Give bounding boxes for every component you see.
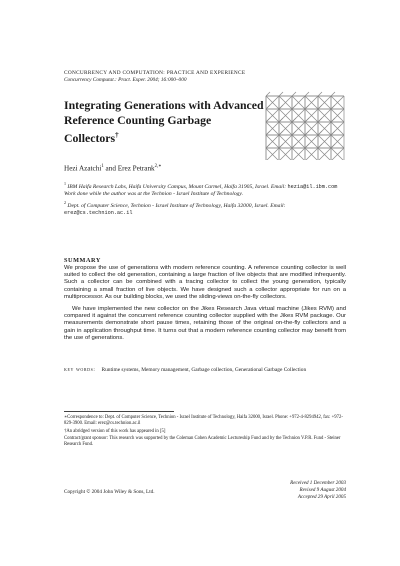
email-address[interactable]: erez@cs.technion.ac.il xyxy=(64,209,133,216)
received-date: Received 1 December 2003 xyxy=(290,480,346,486)
email-label: Email: xyxy=(270,202,286,209)
journal-citation: Concurrency Computat.: Pract. Exper. 2004; 16:000–000 xyxy=(64,77,187,83)
footnote-abridged: †An abridged version of this work has appeared in [5] xyxy=(64,429,166,434)
affiliation xyxy=(64,181,344,197)
lattice-logo-icon xyxy=(262,84,350,160)
affiliation xyxy=(64,200,344,216)
footnote-divider xyxy=(64,411,174,412)
title-text: Integrating Generations with Advanced Reference Counting Garbage Collectors xyxy=(64,98,264,145)
keywords-label: key words: xyxy=(64,367,96,373)
footnote-correspondence: ∗Correspondence to: Dept. of Computer Science, Technion - Israel Institute of Technology, Haifa 32000, Israel. Phone: +972-4-8294942, fax: +972-829-3900. Email: erez@cs.technion.ac.il xyxy=(64,415,343,426)
email-label: Email: xyxy=(270,183,287,190)
journal-name: CONCURRENCY AND COMPUTATION: PRACTICE AND EXPERIENCE xyxy=(64,70,246,76)
author-separator: and xyxy=(105,164,116,173)
author-list xyxy=(64,164,162,172)
keywords-text: Runtime systems, Memory management, Garbage collection, Generational Garbage Collection xyxy=(101,367,307,373)
author-affil-mark: 1 xyxy=(101,164,104,169)
author-name: Erez Petrank xyxy=(117,164,155,173)
accepted-date: Accepted 29 April 2005 xyxy=(297,494,346,500)
author-affil-mark: 2,∗ xyxy=(154,164,162,169)
affiliation-text: Dept. of Computer Science, Technion - Israel Institute of Technology, Haifa 32000, Israel. xyxy=(67,202,269,209)
author-name: Hezi Azatchi xyxy=(64,164,102,173)
revised-date: Revised 9 August 2004 xyxy=(299,487,346,493)
keywords xyxy=(64,367,346,374)
footnote-grant: Contract/grant sponsor: This research was supported by the Coleman Cohen Academic Lectureship Fund and by the Technion V.P.R. Fund - Steiner Research Fund. xyxy=(64,436,341,447)
summary-heading: SUMMARY xyxy=(64,257,101,264)
title-footnote-mark: † xyxy=(115,131,119,139)
affiliation-number: 2 xyxy=(64,200,66,205)
email-address[interactable]: hezia@il.ibm.com xyxy=(287,183,338,190)
paper-title xyxy=(64,98,264,146)
affiliation-note: Work done while the author was at the Technion - Israel Institute of Technology. xyxy=(64,190,243,197)
affiliation-text: IBM Haifa Research Labs, Haifa University Campus, Mount Carmel, Haifa 31905, Israel. xyxy=(67,183,270,190)
affiliation-number: 1 xyxy=(64,181,66,186)
copyright-notice: Copyright © 2004 John Wiley & Sons, Ltd. xyxy=(64,489,155,495)
summary-paragraph: We propose the use of generations with modern reference counting. A reference counting collector is well suited to collect the old generation, containing a large fraction of live objects that are modified infrequently. Such a collector can be combined with a tracing collector to collect the young generation, typically containing a small fraction of live objects. We have designed such a collector appropriate for run on a multiprocessor. As our building blocks, we used the sliding-views on-the-fly collectors. xyxy=(64,265,346,300)
summary-paragraph: We have implemented the new collector on the Jikes Research Java virtual machine (Jikes RVM) and compared it against the concurrent reference counting collector supplied with the Jikes RVM package. Our measurements demonstrate short pause times, retaining those of the original on-the-fly collectors and a gain in application throughput time. It turns out that a modern reference counting collector may benefit from the use of generations. xyxy=(64,306,346,341)
